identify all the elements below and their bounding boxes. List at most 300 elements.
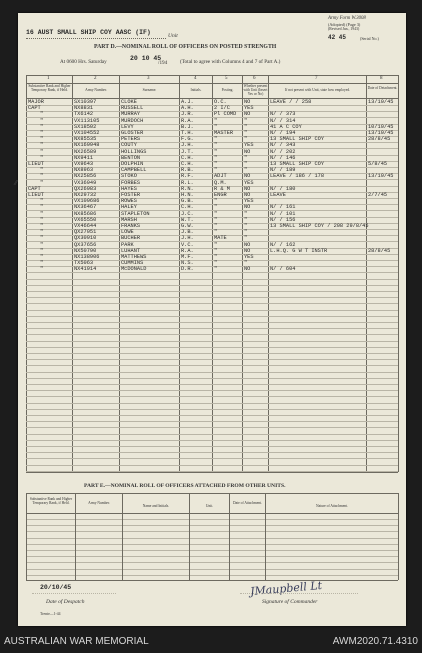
cell-posting: " bbox=[214, 229, 218, 236]
ruled-line bbox=[26, 390, 398, 391]
ruled-line bbox=[26, 427, 398, 428]
part-e-header-rule bbox=[26, 513, 398, 514]
part-e-bottom-rule bbox=[26, 580, 398, 581]
cell-posting: " bbox=[214, 117, 218, 124]
ruled-line bbox=[26, 458, 398, 459]
unit-label: Unit bbox=[168, 33, 178, 39]
cell-employment: N/ / 162 bbox=[270, 241, 296, 248]
cell-army-number: VX65550 bbox=[74, 216, 97, 223]
cell-surname: PARK bbox=[121, 241, 134, 248]
part-d-date: 20 10 45 bbox=[130, 55, 162, 62]
ruled-line bbox=[26, 452, 398, 453]
cell-army-number: NX85535 bbox=[74, 136, 97, 143]
col-header-initials: Initials. bbox=[190, 88, 202, 92]
ruled-line bbox=[26, 403, 398, 404]
cell-surname: LUHANT bbox=[121, 247, 141, 254]
cell-detachment-date: 13/10/45 bbox=[368, 99, 394, 105]
cell-employment: N/ / 314 bbox=[270, 117, 296, 124]
cell-surname: ROWES bbox=[121, 198, 137, 205]
cell-employment: 41 A C COY bbox=[270, 123, 302, 130]
cell-present: " bbox=[244, 229, 248, 236]
cell-employment: N/ / 202 bbox=[270, 148, 296, 155]
cell-initials: C.H. bbox=[181, 154, 194, 161]
cell-rank: CAPT bbox=[28, 185, 41, 192]
cell-employment: N/ / 604 bbox=[270, 266, 296, 273]
cell-rank: " bbox=[40, 235, 44, 242]
ruled-line bbox=[26, 365, 398, 366]
cell-army-number: VX109686 bbox=[74, 198, 100, 205]
cell-surname: CAMPBELL bbox=[121, 167, 147, 174]
ruled-line bbox=[26, 538, 398, 539]
col-number: 2 bbox=[94, 76, 97, 81]
cell-posting: " bbox=[214, 254, 218, 260]
part-e-header-nature: Nature of Attachment. bbox=[315, 504, 349, 508]
cell-rank: CAPT bbox=[28, 105, 41, 112]
ruled-line bbox=[26, 434, 398, 435]
ruled-line bbox=[26, 544, 398, 545]
cell-initials: R.F. bbox=[181, 173, 194, 180]
cell-present: " bbox=[244, 130, 248, 136]
cell-posting: " bbox=[214, 123, 218, 130]
cell-present: NO bbox=[244, 266, 251, 273]
cell-army-number: NX9411 bbox=[74, 154, 94, 161]
cell-rank: " bbox=[40, 111, 44, 118]
ruled-line bbox=[26, 421, 398, 422]
cell-initials: G.B. bbox=[181, 198, 194, 205]
cell-posting: " bbox=[214, 241, 218, 248]
cell-army-number: NX26589 bbox=[74, 148, 97, 155]
cell-rank: " bbox=[40, 204, 44, 211]
cell-surname: BENTON bbox=[121, 154, 141, 161]
cell-employment: L.H.Q. G W T INSTR bbox=[270, 247, 328, 254]
cell-rank: " bbox=[40, 173, 44, 180]
col-line-4 bbox=[212, 75, 213, 472]
cell-initials: A.J. bbox=[181, 99, 194, 105]
cell-army-number: QX30910 bbox=[74, 235, 97, 242]
ruled-line bbox=[26, 575, 398, 576]
cell-present: NO bbox=[244, 185, 251, 192]
cell-rank: " bbox=[40, 123, 44, 130]
cell-initials: J.C. bbox=[181, 210, 194, 217]
cell-detachment-date: 2/7/45 bbox=[368, 192, 388, 198]
ruled-line bbox=[26, 303, 398, 304]
cell-rank: " bbox=[40, 142, 44, 149]
cell-employment: N/ / 156 bbox=[270, 216, 296, 223]
cell-army-number: NX8831 bbox=[74, 105, 94, 112]
cell-posting: " bbox=[214, 247, 218, 254]
col-header-army-number: Army Number. bbox=[85, 88, 107, 92]
cell-employment: 13 SMALL SHIP COY / 208 29/8/45 bbox=[270, 223, 369, 229]
ruled-line bbox=[26, 531, 398, 532]
ruled-line bbox=[26, 465, 398, 466]
archive-accession: AWM2020.71.4310 bbox=[332, 636, 418, 647]
ruled-line bbox=[26, 297, 398, 298]
ruled-line bbox=[26, 446, 398, 447]
ruled-line bbox=[26, 291, 398, 292]
cell-present: " bbox=[244, 117, 248, 124]
cell-present: YES bbox=[244, 254, 254, 260]
ruled-line bbox=[26, 359, 398, 360]
cell-army-number: NX41914 bbox=[74, 266, 97, 273]
part-e-col-line-0 bbox=[26, 493, 27, 580]
cell-army-number: NX85686 bbox=[74, 210, 97, 217]
col-header-surname: Surname. bbox=[142, 88, 157, 92]
ruled-line bbox=[26, 310, 398, 311]
part-e-header-date: Date of Attachment. bbox=[232, 501, 263, 505]
cell-employment: LEAVE bbox=[270, 192, 286, 198]
col-line-5 bbox=[242, 75, 243, 472]
cell-posting: " bbox=[214, 198, 218, 205]
part-e-header-unit: Unit. bbox=[205, 504, 214, 508]
unit-underline bbox=[26, 38, 166, 39]
archive-institution: AUSTRALIAN WAR MEMORIAL bbox=[4, 636, 149, 647]
cell-surname: STAPLETON bbox=[121, 210, 150, 217]
cell-surname: GLOSTER bbox=[121, 130, 144, 136]
cell-surname: COUTY bbox=[121, 142, 137, 149]
cell-present: NO bbox=[244, 148, 251, 155]
cell-posting: " bbox=[214, 142, 218, 149]
cell-surname: LEVY bbox=[121, 123, 134, 130]
cell-employment: LEAVE / / 258 bbox=[270, 99, 312, 105]
cell-posting: ADJT bbox=[214, 173, 227, 180]
cell-initials: F.G. bbox=[181, 136, 194, 143]
ruled-line bbox=[26, 384, 398, 385]
cell-army-number: QX37656 bbox=[74, 241, 97, 248]
part-d-year: /194 bbox=[158, 60, 168, 66]
cell-employment: N/ / 161 bbox=[270, 204, 296, 211]
ruled-line bbox=[26, 569, 398, 570]
cell-surname: MATTHEWS bbox=[121, 254, 147, 260]
cell-initials: J.B. bbox=[181, 229, 194, 236]
cell-army-number: SX18502 bbox=[74, 123, 97, 130]
cell-surname: DOLPHIN bbox=[121, 161, 144, 167]
cell-initials: H.N. bbox=[181, 192, 194, 198]
cell-present: " bbox=[244, 223, 248, 229]
cell-rank: " bbox=[40, 130, 44, 136]
cell-rank: " bbox=[40, 266, 44, 273]
ruled-line bbox=[26, 341, 398, 342]
ruled-line bbox=[26, 471, 398, 472]
col-line-0 bbox=[26, 75, 27, 472]
cell-posting: " bbox=[214, 136, 218, 143]
cell-detachment-date: 10/10/45 bbox=[368, 123, 394, 130]
part-e-header-rank: Substantive Rank and Higher Temporary Rank, if Held. bbox=[29, 497, 73, 506]
col-number: 5 bbox=[225, 76, 228, 81]
cell-army-number: NX169948 bbox=[74, 142, 100, 149]
ruled-line bbox=[26, 347, 398, 348]
cell-initials: J.H. bbox=[181, 142, 194, 149]
cell-posting: MATE bbox=[214, 235, 227, 242]
cell-employment: 13 SMALL SHIP COY bbox=[270, 136, 325, 143]
cell-army-number: VX9643 bbox=[74, 161, 94, 167]
cell-posting: " bbox=[214, 167, 218, 174]
cell-army-number: NX138906 bbox=[74, 254, 100, 260]
cell-initials: J.R. bbox=[181, 111, 194, 118]
cell-employment: N/ / 101 bbox=[270, 210, 296, 217]
ruled-line bbox=[26, 316, 398, 317]
cell-initials: J.T. bbox=[181, 148, 194, 155]
cell-rank: " bbox=[40, 241, 44, 248]
ruled-line bbox=[26, 556, 398, 557]
table-bottom-rule bbox=[26, 472, 398, 473]
cell-rank: " bbox=[40, 198, 44, 205]
cell-employment: N/ / 194 bbox=[270, 130, 296, 136]
cell-initials: N.S. bbox=[181, 260, 194, 267]
cell-posting: O.C. bbox=[214, 99, 227, 105]
cell-rank: " bbox=[40, 229, 44, 236]
ruled-line bbox=[26, 285, 398, 286]
cell-present: " bbox=[244, 167, 248, 174]
col-header-rank: Substantive Rank and Higher Temporary Rank, if Held. bbox=[28, 84, 71, 93]
cell-detachment-date: 13/10/45 bbox=[368, 130, 394, 136]
part-e-title: PART E.—NOMINAL ROLL OF OFFICERS ATTACHED FROM OTHER UNITS. bbox=[84, 483, 286, 489]
cell-present: YES bbox=[244, 179, 254, 186]
cell-surname: MARSH bbox=[121, 216, 137, 223]
cell-rank: " bbox=[40, 223, 44, 229]
col-line-6 bbox=[268, 75, 269, 472]
cell-posting: " bbox=[214, 210, 218, 217]
cell-employment: N/ / 189 bbox=[270, 167, 296, 174]
cell-initials: J.H. bbox=[181, 235, 194, 242]
cell-posting: " bbox=[214, 266, 218, 273]
cell-rank: " bbox=[40, 167, 44, 174]
part-e-col-line-4 bbox=[229, 493, 230, 580]
cell-present: NO bbox=[244, 241, 251, 248]
cell-army-number: VX104552 bbox=[74, 130, 100, 136]
cell-present: YES bbox=[244, 105, 254, 112]
cell-present: " bbox=[244, 235, 248, 242]
cell-present: " bbox=[244, 161, 248, 167]
cell-posting: " bbox=[214, 161, 218, 167]
part-e-header-army-number: Army Number. bbox=[88, 501, 110, 505]
part-d-date-prefix: At 0600 Hrs. Saturday bbox=[60, 59, 107, 65]
cell-army-number: NX36467 bbox=[74, 204, 97, 211]
cell-present: NO bbox=[244, 192, 251, 198]
cell-rank: " bbox=[40, 216, 44, 223]
serial-label: (Serial No.) bbox=[360, 36, 379, 41]
ruled-line bbox=[26, 322, 398, 323]
cell-detachment-date: 28/8/45 bbox=[368, 136, 391, 143]
cell-posting: ENGR bbox=[214, 192, 227, 198]
cell-rank: " bbox=[40, 117, 44, 124]
cell-surname: PETERS bbox=[121, 136, 141, 143]
col-line-1 bbox=[72, 75, 73, 472]
cell-initials: W.T. bbox=[181, 216, 194, 223]
cell-army-number: SX10397 bbox=[74, 99, 97, 105]
cell-surname: CLOKE bbox=[121, 99, 137, 105]
part-e-col-line-6 bbox=[398, 493, 399, 580]
col-header-detachment: Date of Detachment. bbox=[367, 86, 398, 90]
cell-rank: " bbox=[40, 247, 44, 254]
margin-mark: ⁄⁄ bbox=[15, 180, 18, 187]
signature-label: Signature of Commander bbox=[262, 599, 318, 605]
cell-initials: R.N. bbox=[181, 185, 194, 192]
ruled-line bbox=[26, 378, 398, 379]
cell-surname: STOKO bbox=[121, 173, 137, 180]
cell-posting: R & M bbox=[214, 185, 230, 192]
cell-initials: C.H. bbox=[181, 161, 194, 167]
cell-detachment-date: 5/8/45 bbox=[368, 161, 388, 167]
cell-present: " bbox=[244, 136, 248, 143]
cell-rank: " bbox=[40, 179, 44, 186]
despatch-date: 20/10/45 bbox=[40, 584, 72, 591]
cell-employment: N/ / 146 bbox=[270, 154, 296, 161]
cell-rank: LIEUT bbox=[28, 161, 44, 167]
cell-posting: " bbox=[214, 148, 218, 155]
ruled-line bbox=[26, 562, 398, 563]
cell-surname: McDONALD bbox=[121, 266, 147, 273]
ruled-line bbox=[26, 372, 398, 373]
cell-surname: FORBES bbox=[121, 179, 141, 186]
cell-initials: R.A. bbox=[181, 117, 194, 124]
cell-army-number: NX25856 bbox=[74, 173, 97, 180]
col-number: 6 bbox=[253, 76, 256, 81]
ruled-line bbox=[26, 415, 398, 416]
cell-army-number: VX113105 bbox=[74, 117, 100, 124]
col-number: 8 bbox=[380, 76, 383, 81]
cell-present: NO bbox=[244, 247, 251, 254]
archive-footer bbox=[0, 629, 422, 653]
cell-surname: FRANKS bbox=[121, 223, 141, 229]
form-revised: (Revised Jan., 1943) bbox=[328, 27, 360, 31]
ruled-line bbox=[26, 279, 398, 280]
ruled-line bbox=[26, 519, 398, 520]
cell-initials: G.W. bbox=[181, 223, 194, 229]
form-adopted: (Adopted) (Page 3) bbox=[328, 22, 361, 27]
cell-surname: HOLLINGS bbox=[121, 148, 147, 155]
part-d-title: PART D.—NOMINAL ROLL OF OFFICERS ON POSTED STRENGTH bbox=[94, 44, 277, 50]
cell-present: " bbox=[244, 260, 248, 267]
col-header-employed: If not present with Unit, state how employed. bbox=[284, 88, 351, 92]
despatch-line bbox=[32, 593, 116, 594]
cell-rank: " bbox=[40, 136, 44, 143]
unit-name: 16 AUST SMALL SHIP COY AASC (IF) bbox=[26, 29, 151, 36]
col-header-posting: Posting. bbox=[221, 88, 234, 92]
cell-present: NO bbox=[244, 111, 251, 118]
cell-surname: HAYES bbox=[121, 185, 137, 192]
cell-surname: BUCHER bbox=[121, 235, 141, 242]
col-line-2 bbox=[119, 75, 120, 472]
cell-employment: LEAVE / 186 / 178 bbox=[270, 173, 325, 180]
form-sheet bbox=[15, 13, 406, 626]
cell-posting: " bbox=[214, 260, 218, 267]
cell-rank: " bbox=[40, 154, 44, 161]
cell-initials: B.J. bbox=[181, 123, 194, 130]
col-number: 7 bbox=[315, 76, 318, 81]
cell-army-number: TX6142 bbox=[74, 111, 94, 118]
ruled-line bbox=[26, 396, 398, 397]
cell-army-number: NX50790 bbox=[74, 247, 97, 254]
cell-army-number: VX36949 bbox=[74, 179, 97, 186]
despatch-label: Date of Despatch bbox=[46, 599, 85, 605]
cell-employment: N/ / 180 bbox=[270, 185, 296, 192]
col-number: 1 bbox=[47, 76, 50, 81]
cell-initials: A.H. bbox=[181, 105, 194, 112]
cell-posting: " bbox=[214, 204, 218, 211]
cell-posting: 2 I/C bbox=[214, 105, 230, 112]
cell-detachment-date: 28/8/45 bbox=[368, 247, 391, 254]
col-number: 4 bbox=[194, 76, 197, 81]
cell-rank: LIEUT bbox=[28, 192, 44, 198]
cell-rank: " bbox=[40, 210, 44, 217]
cell-posting: MASTER bbox=[214, 130, 234, 136]
cell-army-number: VX46644 bbox=[74, 223, 97, 229]
cell-present: YES bbox=[244, 198, 254, 205]
cell-posting: " bbox=[214, 154, 218, 161]
cell-army-number: NX8963 bbox=[74, 167, 94, 174]
cell-employment: 13 SMALL SHIP COY bbox=[270, 161, 325, 167]
signature-line bbox=[240, 593, 358, 594]
cell-army-number: TX5063 bbox=[74, 260, 94, 267]
col-header-present: Whether present with Unit (Insert Yes or No) bbox=[243, 84, 268, 97]
cell-initials: R.B. bbox=[181, 167, 194, 174]
cell-initials: V.C. bbox=[181, 241, 194, 248]
cell-rank: " bbox=[40, 260, 44, 267]
form-number: Army Form W.3008 bbox=[328, 16, 366, 21]
ruled-line bbox=[26, 550, 398, 551]
part-d-date-note: (Total to agree with Columns 4 and 7 of Part A.) bbox=[180, 59, 281, 65]
ruled-line bbox=[26, 353, 398, 354]
cell-army-number: NX29732 bbox=[74, 192, 97, 198]
commander-signature: JMaupbell Lt bbox=[249, 578, 323, 599]
part-e-top-rule bbox=[26, 493, 398, 494]
cell-rank: MAJOR bbox=[28, 99, 44, 105]
ruled-line bbox=[26, 525, 398, 526]
cell-army-number: QX26983 bbox=[74, 185, 97, 192]
cell-surname: HALEY bbox=[121, 204, 137, 211]
cell-surname: LOWE bbox=[121, 229, 134, 236]
cell-present: YES bbox=[244, 142, 254, 149]
cell-surname: FOSTER bbox=[121, 192, 141, 198]
cell-rank: " bbox=[40, 254, 44, 260]
cell-initials: D.R. bbox=[181, 266, 194, 273]
cell-present: NO bbox=[244, 204, 251, 211]
col-line-8 bbox=[398, 75, 399, 472]
cell-detachment-date: 13/10/45 bbox=[368, 173, 394, 180]
cell-posting: " bbox=[214, 223, 218, 229]
col-line-7 bbox=[366, 75, 367, 472]
cell-surname: CUMMINS bbox=[121, 260, 144, 267]
cell-present: " bbox=[244, 210, 248, 217]
cell-initials: T.H. bbox=[181, 130, 194, 136]
part-e-header-name: Name and Initials. bbox=[142, 504, 170, 508]
ruled-line bbox=[26, 440, 398, 441]
cell-initials: R.A. bbox=[181, 247, 194, 254]
ruled-line bbox=[26, 334, 398, 335]
part-e-col-line-1 bbox=[75, 493, 76, 580]
cell-present: NO bbox=[244, 99, 251, 105]
cell-present: " bbox=[244, 154, 248, 161]
col-line-3 bbox=[179, 75, 180, 472]
cell-posting: " bbox=[214, 216, 218, 223]
cell-employment: N/ / 343 bbox=[270, 142, 296, 149]
cell-initials: R.L. bbox=[181, 179, 194, 186]
serial-value: 42 45 bbox=[328, 34, 347, 41]
cell-surname: MURRAY bbox=[121, 111, 141, 118]
printer-mark: Trente—1-44 bbox=[40, 612, 61, 616]
cell-initials: C.H. bbox=[181, 204, 194, 211]
cell-surname: RUSSELL bbox=[121, 105, 144, 112]
cell-army-number: QX27051 bbox=[74, 229, 97, 236]
cell-posting: Q.M. bbox=[214, 179, 227, 186]
ruled-line bbox=[26, 409, 398, 410]
cell-present: " bbox=[244, 123, 248, 130]
cell-surname: MURDOCH bbox=[121, 117, 144, 124]
cell-employment: N/ / 373 bbox=[270, 111, 296, 118]
cell-posting: Pl COMD bbox=[214, 111, 237, 118]
cell-initials: M.F. bbox=[181, 254, 194, 260]
cell-rank: " bbox=[40, 148, 44, 155]
